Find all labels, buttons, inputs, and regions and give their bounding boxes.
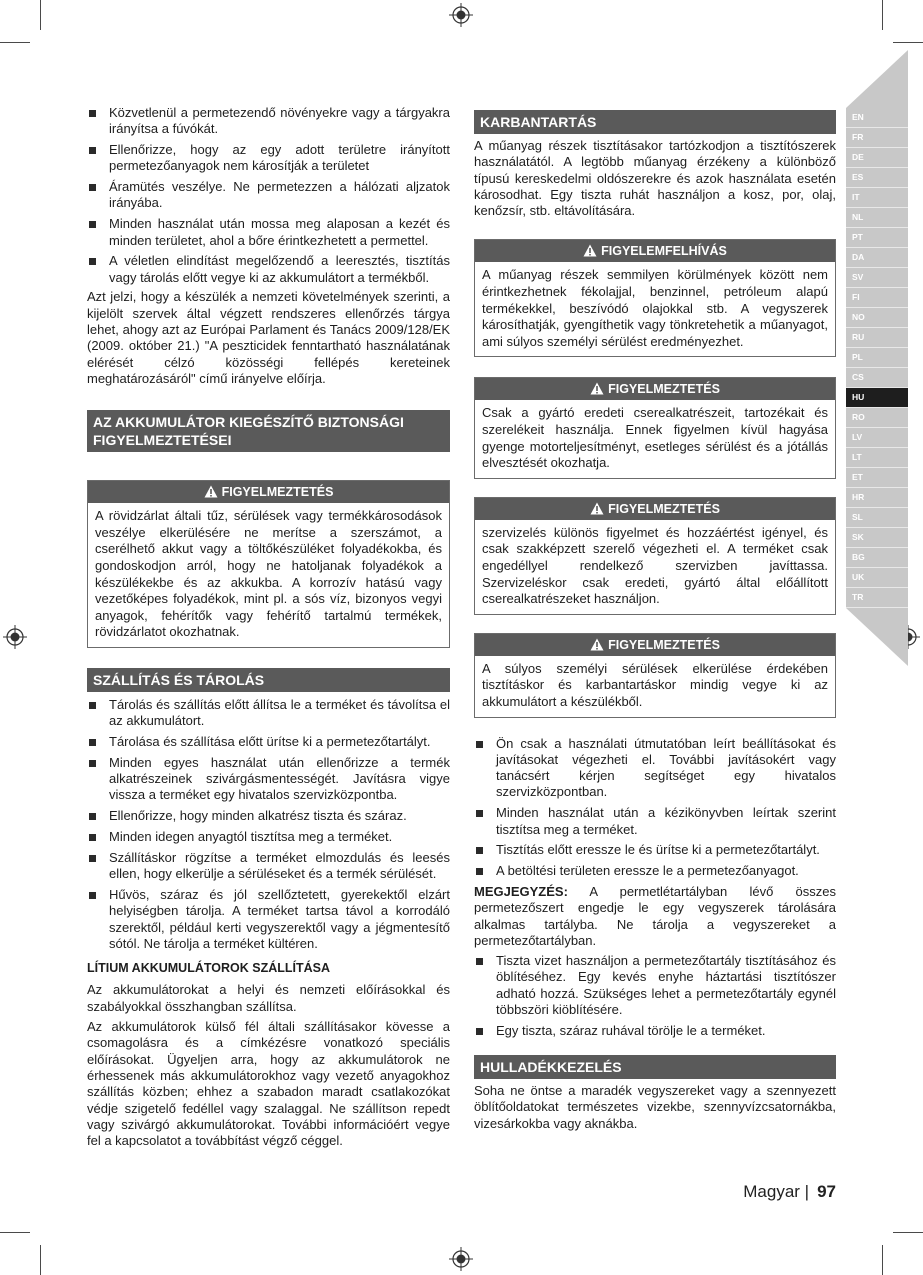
note-paragraph: MEGJEGYZÉS: A permetlétartályban lévő összes permetezőszert engedje le egy vegyszerek tárolására alkalmas tartályba. Ne tárolja a vegyszereket a permetezőtartályban. xyxy=(474,883,836,948)
left-column xyxy=(87,105,450,1149)
language-tab[interactable]: PL xyxy=(846,348,908,368)
warning-battery-removal-text: A súlyos személyi sérülések elkerülése érdekében tisztításkor és karbantartáskor mindig vegye ki az akkumulátort a készülékből. xyxy=(482,660,828,709)
caution-header: FIGYELEMFELHÍVÁS xyxy=(475,240,835,262)
maintenance-paragraph: A műanyag részek tisztításakor tartózkodjon a tisztítószerek használatától. A legtöbb műanyag érzékeny a különböző típusú kereskedelmi oldószerekre és azok használata esetén károsodhat. Egy tiszta ruhát használjon a kosz, por, olaj, kenőzsír, stb. eltávolítására. xyxy=(474,138,836,219)
crop-mark xyxy=(0,42,30,43)
list-item: Ellenőrizze, hogy minden alkatrész tiszta és száraz. xyxy=(87,808,450,824)
language-tab[interactable]: RO xyxy=(846,408,908,428)
lithium-transport-heading: LÍTIUM AKKUMULÁTOROK SZÁLLÍTÁSA xyxy=(87,961,331,976)
language-tab-list xyxy=(846,108,908,608)
cleaning-bullet-list xyxy=(474,736,836,880)
lithium-paragraph-1: Az akkumulátorokat a helyi és nemzeti előírásokkal és szabályokkal összhangban szállítsa. xyxy=(87,982,450,1014)
waste-disposal-heading: HULLADÉKKEZELÉS xyxy=(474,1055,836,1079)
warning-header: FIGYELMEZTETÉS xyxy=(475,378,835,400)
warning-parts-text: Csak a gyártó eredeti cserealkatrészeit, tartozékait és szerelékeit használja. Ennek figyelmen kívül hagyása gyenge motorteljesítményt, esetleges sérülést és a jótállás elvesztését okozhatja. xyxy=(482,405,828,471)
language-tab[interactable]: ET xyxy=(846,468,908,488)
warning-triangle-icon xyxy=(590,382,604,395)
language-tab[interactable]: IT xyxy=(846,188,908,208)
language-tab[interactable]: LV xyxy=(846,428,908,448)
list-item: Minden idegen anyagtól tisztítsa meg a terméket. xyxy=(87,829,450,845)
language-tab-active[interactable]: HU xyxy=(846,388,908,408)
footer-language: Magyar | xyxy=(743,1182,810,1201)
battery-safety-heading: AZ AKKUMULÁTOR KIEGÉSZÍTŐ BIZTONSÁGI FIGYELMEZTETÉSEI xyxy=(87,410,450,452)
crop-mark xyxy=(882,0,883,30)
language-tab[interactable]: NL xyxy=(846,208,908,228)
crop-mark xyxy=(893,1232,923,1233)
list-item: A véletlen elindítást megelőzendő a leeresztés, tisztítás vagy tárolás előtt vegye ki az akkumulátort a termékből. xyxy=(87,253,450,286)
language-tab[interactable]: DE xyxy=(846,148,908,168)
rinse-bullet-list xyxy=(474,953,836,1039)
warning-triangle-icon xyxy=(590,638,604,651)
language-tab[interactable]: SL xyxy=(846,508,908,528)
registration-mark-icon xyxy=(449,1247,473,1271)
intro-bullet-list xyxy=(87,105,450,286)
waste-paragraph: Soha ne öntse a maradék vegyszereket vagy a szennyezett öblítőoldatokat természetes vizekbe, szennyvízcsatornákba, vizesárkokba vagy aknákba. xyxy=(474,1083,836,1131)
warning-header: FIGYELMEZTETÉS xyxy=(475,498,835,520)
list-item: Egy tiszta, száraz ruhával törölje le a terméket. xyxy=(474,1023,836,1039)
list-item: Tárolása és szállítása előtt ürítse ki a permetezőtartályt. xyxy=(87,734,450,750)
list-item: Tiszta vizet használjon a permetezőtartály tisztításához és öblítéséhez. Egy kevés enyhe háztartási tisztítószer adható hozzá. Szükséges lehet a permetezőtartály egynél többszöri kiöblítésére. xyxy=(474,953,836,1018)
list-item: Hűvös, száraz és jól szellőztetett, gyerekektől elzárt helyiségben tárolja. A terméket tartsa távol a korrodáló szerektől, például kerti vegyszerektől vagy a jégmentesítő sótól. Ne tárolja a terméket kültéren. xyxy=(87,887,450,952)
note-label: MEGJEGYZÉS: xyxy=(474,883,568,899)
warning-service-text: szervizelés különös figyelmet és hozzáértést igényel, és csak szakképzett szerelő végezheti el. A terméket csak engedéllyel rendelkező szervizben javíttassa. Szervizeléskor csak eredeti, gyártó által előállított cserealkatrészeket használjon. xyxy=(482,524,828,607)
list-item: Minden egyes használat után ellenőrizze a termék alkatrészeinek szivárgásmentességét. Javításra vigye vissza a terméket egy hivatalos szervizközpontba. xyxy=(87,755,450,804)
language-tab[interactable]: FI xyxy=(846,288,908,308)
language-tab[interactable]: LT xyxy=(846,448,908,468)
language-tab[interactable]: SK xyxy=(846,528,908,548)
registration-mark-icon xyxy=(3,625,27,649)
warning-header: FIGYELMEZTETÉS xyxy=(475,634,835,656)
warning-box-parts xyxy=(474,377,836,478)
language-tab[interactable]: EN xyxy=(846,108,908,128)
maintenance-heading: KARBANTARTÁS xyxy=(474,110,836,134)
list-item: Tisztítás előtt eressze le és ürítse ki a permetezőtartályt. xyxy=(474,842,836,858)
list-item: Áramütés veszélye. Ne permetezzen a hálózati aljzatok irányába. xyxy=(87,179,450,212)
language-tab[interactable]: PT xyxy=(846,228,908,248)
language-tab[interactable]: NO xyxy=(846,308,908,328)
language-tab[interactable]: SV xyxy=(846,268,908,288)
crop-mark xyxy=(40,0,41,30)
language-tab[interactable]: ES xyxy=(846,168,908,188)
warning-box-battery-removal xyxy=(474,633,836,718)
warning-box-service xyxy=(474,497,836,615)
language-tab[interactable]: RU xyxy=(846,328,908,348)
warning-triangle-icon xyxy=(583,244,597,257)
language-tab[interactable]: FR xyxy=(846,128,908,148)
language-tab[interactable]: BG xyxy=(846,548,908,568)
list-item: Ellenőrizze, hogy az egy adott területre irányított permetezőanyagok nem károsítják a területet xyxy=(87,142,450,175)
language-tab[interactable]: TR xyxy=(846,588,908,608)
language-tab[interactable]: DA xyxy=(846,248,908,268)
list-item: Szállításkor rögzítse a terméket elmozdulás és leesés ellen, hogy elkerülje a sérüléseket és a termék sérülését. xyxy=(87,850,450,883)
list-item: Ön csak a használati útmutatóban leírt beállításokat és javításokat végezheti el. További javításokért vagy tanácsért kérjen segítséget egy hivatalos szervizközpontban. xyxy=(474,736,836,801)
list-item: Minden használat után a kézikönyvben leírtak szerint tisztítsa meg a terméket. xyxy=(474,805,836,838)
crop-mark xyxy=(882,1245,883,1275)
warning-header: FIGYELMEZTETÉS xyxy=(88,481,449,503)
warning-triangle-icon xyxy=(590,502,604,515)
transport-bullet-list xyxy=(87,697,450,952)
language-tab[interactable]: UK xyxy=(846,568,908,588)
list-item: Közvetlenül a permetezendő növényekre vagy a tárgyakra irányítsa a fúvókát. xyxy=(87,105,450,138)
list-item: Tárolás és szállítás előtt állítsa le a terméket és távolítsa el az akkumulátort. xyxy=(87,697,450,730)
right-column xyxy=(474,105,836,1132)
crop-mark xyxy=(0,1232,30,1233)
language-tab[interactable]: HR xyxy=(846,488,908,508)
page-number: 97 xyxy=(817,1182,836,1201)
language-tab[interactable]: CS xyxy=(846,368,908,388)
caution-text: A műanyag részek semmilyen körülmények között nem érintkezhetnek fékolajjal, benzinnel, petróleum alapú termékekkel, beszívódó olajokkal stb. A vegyszerek károsíthatják, gyengíthetik vagy tönkretehetik a műanyagot, ami súlyos személyi sérülést eredményezhet. xyxy=(482,267,828,349)
directive-paragraph: Azt jelzi, hogy a készülék a nemzeti követelmények szerinti, a kijelölt szervek által végzett rendszeres ellenőrzés tárgya lehet, ahogy azt az Európai Parlament és Tanács 2009/128/EK (2009. október 21.) "A peszticidek fenntartható használatának elérését célzó közösségi fellépés kereteinek meghatározásáról" című irányelve előírja. xyxy=(87,289,450,386)
lithium-paragraph-2: Az akkumulátorok külső fél általi szállításakor kövesse a csomagolásra és a címkézésre vonatkozó speciális előírásokat. Ügyeljen arra, hogy az akkumulátorok ne érhessenek más akkumulátorokhoz vagy vezető anyagokhoz szállítás közben; ehhez a szabadon maradt csatlakozókat védje szigetelő fedéllel vagy szalaggal. Ne szállítson repedt vagy szivárgó akkumulátorokat. További információért vegye fel a kapcsolatot a továbbítást végző céggel. xyxy=(87,1019,450,1149)
battery-warning-text: A rövidzárlat általi tűz, sérülések vagy termékkárosodások veszélye elkerülésére ne merítse a szerszámot, a cserélhető akkut vagy a töltőkészüléket folyadékokba, és gondoskodjon arról, hogy ne hatoljanak folyadékok a készülékekbe és az akkukba. A korrozív hatású vagy vezetőképes folyadékok, mint pl. a sós víz, bizonyos vegyi anyagok, fehérítők vagy fehérítő tartalmú termékek, rövidzárlatot okozhatnak. xyxy=(95,508,442,640)
page-footer xyxy=(743,1182,836,1202)
transport-storage-heading: SZÁLLÍTÁS ÉS TÁROLÁS xyxy=(87,668,450,692)
crop-mark xyxy=(40,1245,41,1275)
list-item: A betöltési területen eressze le a permetezőanyagot. xyxy=(474,863,836,879)
registration-mark-icon xyxy=(449,3,473,27)
crop-mark xyxy=(893,42,923,43)
battery-warning-box xyxy=(87,480,450,648)
warning-triangle-icon xyxy=(204,485,218,498)
list-item: Minden használat után mossa meg alaposan a kezét és minden területet, ahol a bőre érintkezhetett a permettel. xyxy=(87,216,450,249)
caution-box xyxy=(474,239,836,357)
